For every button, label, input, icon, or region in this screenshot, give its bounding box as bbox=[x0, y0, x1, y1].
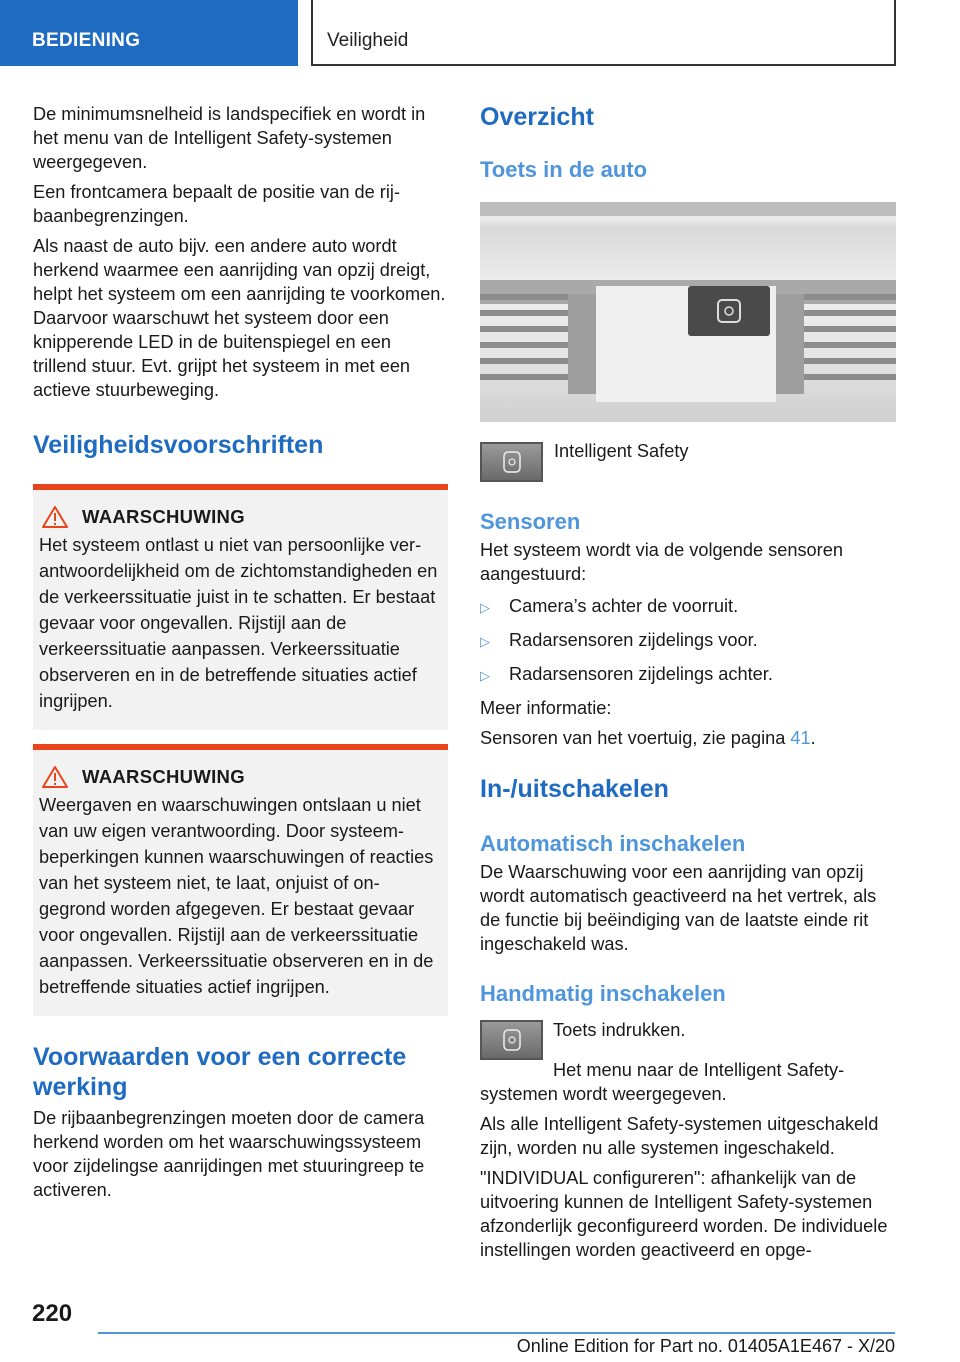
list-item: ▷ Radarsensoren zijdelings voor. bbox=[480, 628, 896, 654]
paragraph-individual-config: "INDIVIDUAL configureren": afhankelijk van de uitvoering kunnen de Intelligent Safety-systemen afzonderlijk geconfigureerd worden. De individuele instellingen worden geactiveerd en opge- bbox=[480, 1168, 888, 1260]
sensor-reference: Sensoren van het voertuig, zie pagina 41. bbox=[480, 728, 816, 748]
dashboard-vents-illustration bbox=[480, 202, 896, 422]
left-column bbox=[33, 102, 448, 1208]
heading-sensors: Sensoren bbox=[480, 509, 581, 534]
heading-safety-rules: Veiligheidsvoorschriften bbox=[33, 431, 324, 459]
paragraph-auto-activation: De Waarschuwing voor een aanrijding van opzij wordt automatisch geactiveerd na het vertrek, als de functie bij beëindiging van de laatste einde rit ingeschakeld was. bbox=[480, 862, 877, 954]
more-info-label: Meer informatie: bbox=[480, 698, 612, 718]
warning-box-1 bbox=[33, 484, 448, 730]
list-item: ▷ Camera’s achter de voorruit. bbox=[480, 594, 896, 620]
footer-edition: Online Edition for Part no. 01405A1E467 - X/20 bbox=[516, 1336, 895, 1356]
page-number: 220 bbox=[32, 1300, 73, 1327]
paragraph-conditions: De rijbaanbegrenzingen moeten door de camera herkend worden om het waarschuwingssysteem voor zijdelingse aanrijdingen met stuuringreep te activeren. bbox=[33, 1108, 425, 1200]
warning-text-1: Het systeem ontlast u niet van persoonlijke verantwoordelijkheid om de zichtomstandigheden en de verkeerssituatie juist in te schatten. Er bestaat gevaar voor ongevallen. Rijstijl aan de verkeerssituatie aanpassen. Verkeerssituatie observeren en in de betreffende situaties actief ingrijpen. bbox=[39, 535, 438, 711]
header-title-box bbox=[311, 0, 896, 66]
paragraph-sensors: Het systeem wordt via de volgende sensoren aangestuurd: bbox=[480, 540, 843, 584]
warning-title-2: WAARSCHUWING bbox=[82, 766, 245, 787]
list-item: ▷ Radarsensoren zijdelings achter. bbox=[480, 662, 896, 688]
paragraph-min-speed: De minimumsnelheid is landspecifiek en wordt in het menu van de Intelligent Safety-systemen weergegeven. bbox=[33, 104, 426, 172]
header-section-label: BEDIENING bbox=[32, 30, 141, 51]
intelligent-safety-button-thumbnail bbox=[480, 442, 543, 482]
footer-divider bbox=[98, 1332, 895, 1334]
header-title: Veiligheid bbox=[327, 30, 409, 51]
heading-overview: Overzicht bbox=[480, 103, 594, 131]
intelligent-safety-icon bbox=[482, 444, 541, 480]
sensor-list bbox=[480, 594, 896, 688]
paragraph-all-systems: Als alle Intelligent Safety-systemen uitgeschakeld zijn, worden nu alle systemen ingeschakeld. bbox=[480, 1114, 879, 1158]
intelligent-safety-icon bbox=[482, 1022, 541, 1058]
intelligent-safety-button-thumbnail bbox=[480, 1020, 543, 1060]
warning-triangle-icon bbox=[42, 506, 68, 528]
paragraph-warning-behavior: Als naast de auto bijv. een andere auto wordt herkend waarmee een aanrijding van opzij dreigt, helpt het systeem om een aanrijding te voorkomen. Daarvoor waarschuwt het systeem door een knipperende LED in de buitenspiegel en een trillend stuur. Evt. grijpt het systeem in met een actieve stuurbeweging. bbox=[33, 236, 446, 400]
warning-triangle-icon bbox=[42, 766, 68, 788]
heading-button-in-car: Toets in de auto bbox=[480, 157, 648, 182]
right-column bbox=[480, 102, 896, 1268]
warning-text-2: Weergaven en waarschuwingen ontslaan u niet van uw eigen verantwoording. Door systeembeperkingen kunnen waarschuwingen of reacties van het systeem niet, te laat, onjuist of ongegrond worden afgegeven. Er bestaat gevaar voor ongevallen. Rijstijl aan de verkeerssituatie aanpassen. Verkeerssituatie observeren en in de betreffende situaties actief ingrijpen. bbox=[39, 795, 434, 997]
warning-title-1: WAARSCHUWING bbox=[82, 506, 245, 527]
bullet-triangle-icon: ▷ bbox=[480, 634, 490, 649]
heading-auto-activation: Automatisch inschakelen bbox=[480, 831, 746, 856]
heading-conditions: Voorwaarden voor een correcte werking bbox=[33, 1043, 407, 1101]
dashboard-button-photo bbox=[480, 202, 896, 422]
heading-on-off: In-/uitschakelen bbox=[480, 775, 669, 803]
button-label-intelligent-safety: Intelligent Safety bbox=[554, 441, 689, 461]
page-link-41[interactable]: 41 bbox=[790, 728, 811, 748]
bullet-triangle-icon: ▷ bbox=[480, 668, 490, 683]
header-section-tab bbox=[0, 0, 298, 66]
step-menu-shown: Het menu naar de Intelligent Safety-systemen wordt weergegeven. bbox=[480, 1060, 845, 1104]
warning-box-2 bbox=[33, 744, 448, 1016]
step-press-button: Toets indrukken. bbox=[553, 1020, 686, 1040]
paragraph-front-camera: Een frontcamera bepaalt de positie van de rijbaanbegrenzingen. bbox=[33, 182, 400, 226]
bullet-triangle-icon: ▷ bbox=[480, 600, 490, 615]
heading-manual-activation: Handmatig inschakelen bbox=[480, 981, 726, 1006]
